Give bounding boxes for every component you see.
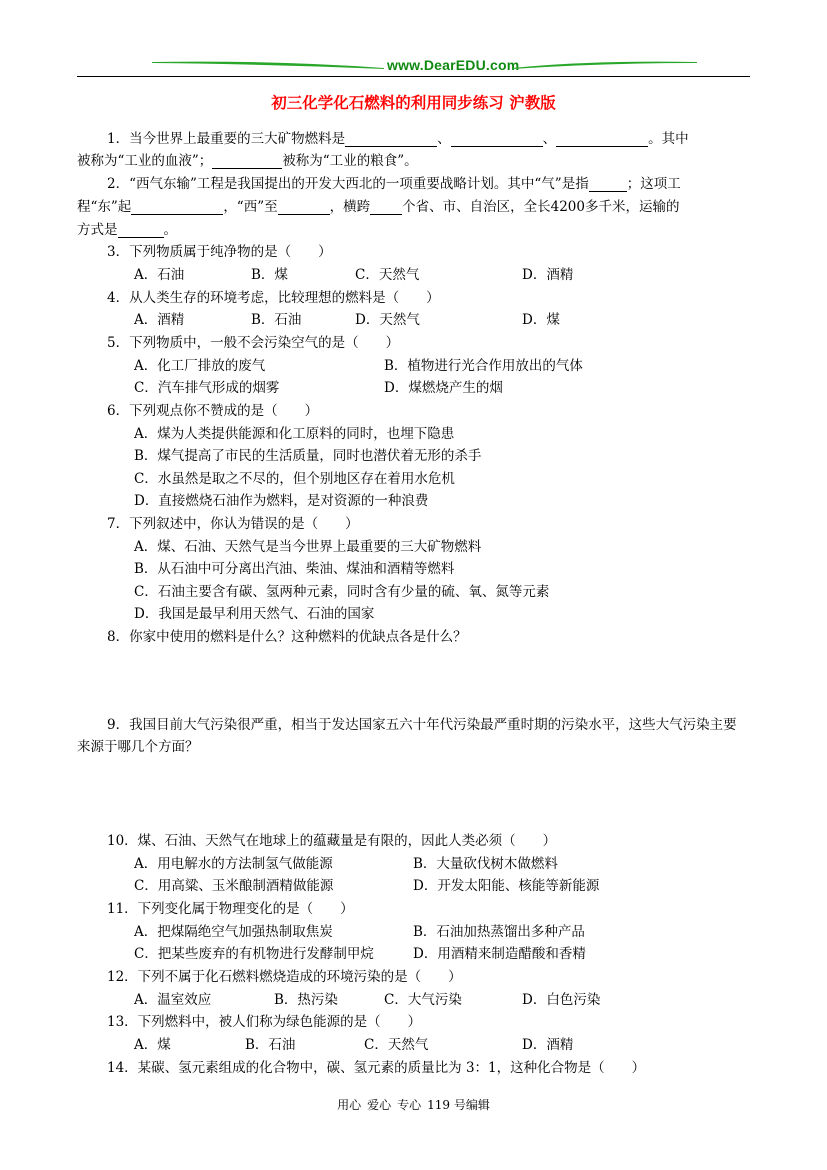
q13-option-b[interactable]: B．石油 [245, 1037, 296, 1053]
page-header [77, 52, 750, 82]
question-5-stem: 5．下列物质中，一般不会污染空气的是（ ） [107, 335, 400, 351]
question-2-line-3 [77, 218, 177, 238]
q2-text: 方式是 [77, 222, 118, 238]
question-10-stem: 10．煤、石油、天然气在地球上的蕴藏量是有限的，因此人类必须（ ） [107, 833, 557, 849]
footer-text: 专心 [397, 1098, 422, 1112]
q2-text: ，横跨 [329, 199, 371, 215]
question-7-stem: 7．下列叙述中，你认为错误的是（ ） [107, 516, 359, 532]
document-title: 初三化学化石燃料的利用同步练习 沪教版 [271, 93, 556, 112]
q11-option-c[interactable]: C．把某些废弃的有机物进行发酵制甲烷 [134, 946, 374, 962]
q4-option-d[interactable]: D．煤 [522, 312, 560, 328]
q11-option-d[interactable]: D．用酒精来制造醋酸和香精 [413, 946, 586, 962]
question-4-stem: 4．从人类生存的环境考虑，比较理想的燃料是（ ） [107, 290, 440, 306]
q6-option-d[interactable]: D．直接燃烧石油作为燃料，是对资源的一种浪费 [134, 493, 429, 509]
q2-text: 个省、市、自治区，全长 [402, 199, 551, 215]
left-swoosh-decoration [152, 60, 384, 69]
q5-option-c[interactable]: C．汽车排气形成的烟雾 [134, 380, 280, 396]
q10-option-b[interactable]: B．大量砍伐树木做燃料 [413, 856, 558, 872]
right-swoosh-decoration [512, 60, 697, 69]
q2-text: ，“西”至 [223, 199, 278, 215]
q2-text: 。 [163, 222, 177, 238]
question-12-stem: 12．下列不属于化石燃料燃烧造成的环境污染的是（ ） [107, 969, 462, 985]
q2-blank-3[interactable] [278, 199, 330, 215]
q11-option-a[interactable]: A．把煤隔绝空气加强热制取焦炭 [134, 924, 333, 940]
q7-option-a[interactable]: A．煤、石油、天然气是当今世界上最重要的三大矿物燃料 [134, 539, 482, 555]
q1-blank-2[interactable] [451, 131, 543, 147]
q4-option-a[interactable]: A．酒精 [134, 312, 185, 328]
q13-option-a[interactable]: A．煤 [134, 1037, 171, 1053]
q2-blank-1[interactable] [589, 176, 627, 192]
question-8-stem: 8．你家中使用的燃料是什么？这种燃料的优缺点各是什么？ [107, 629, 467, 645]
q10-option-d[interactable]: D．开发太阳能、核能等新能源 [413, 878, 600, 894]
q6-option-a[interactable]: A．煤为人类提供能源和化工原料的同时，也埋下隐患 [134, 426, 455, 442]
q5-option-d[interactable]: D．煤燃烧产生的烟 [384, 380, 503, 396]
footer-text: 用心 [337, 1098, 362, 1112]
q5-option-a[interactable]: A．化工厂排放的废气 [134, 358, 266, 374]
q3-option-a[interactable]: A．石油 [134, 267, 185, 283]
q3-option-b[interactable]: B．煤 [251, 267, 288, 283]
question-1-line-1 [107, 127, 689, 147]
q2-blank-2[interactable] [131, 199, 223, 215]
q7-option-b[interactable]: B．从石油中可分离出汽油、柴油、煤油和酒精等燃料 [134, 561, 455, 577]
q5-option-b[interactable]: B．植物进行光合作用放出的气体 [384, 358, 583, 374]
q2-length: 4200 [550, 199, 585, 215]
header-rule [77, 76, 750, 77]
q2-text: 2．“西气东输”工程是我国提出的开发大西北的一项重要战略计划。其中“气”是指 [107, 176, 589, 192]
q2-blank-4[interactable] [370, 199, 402, 215]
question-13-stem: 13．下列燃料中，被人们称为绿色能源的是（ ） [107, 1014, 422, 1030]
site-logo: www.DearEDU.com [387, 57, 520, 73]
q4-option-b[interactable]: B．石油 [251, 312, 302, 328]
question-1-line-2 [77, 149, 418, 169]
question-11-stem: 11．下列变化属于物理变化的是（ ） [107, 901, 354, 917]
q10-option-c[interactable]: C．用高粱、玉米酿制酒精做能源 [134, 878, 334, 894]
q13-option-d[interactable]: D．酒精 [522, 1037, 574, 1053]
q7-option-c[interactable]: C．石油主要含有碳、氢两种元素，同时含有少量的硫、氧、氮等元素 [134, 584, 550, 600]
q1-blank-3[interactable] [556, 131, 648, 147]
q1-text: 被称为“工业的粮食”。 [282, 153, 418, 169]
q4-option-c[interactable]: D．天然气 [355, 312, 420, 328]
q11-option-b[interactable]: B．石油加热蒸馏出多种产品 [413, 924, 585, 940]
q3-option-d[interactable]: D．酒精 [522, 267, 574, 283]
footer-text: 119 号编辑 [427, 1098, 490, 1112]
footer-text: 爱心 [367, 1098, 392, 1112]
question-2-line-2 [77, 195, 679, 215]
question-14-stem: 14．某碳、氢元素组成的化合物中，碳、氢元素的质量比为 3：1，这种化合物是（ ） [107, 1060, 646, 1076]
q2-text: 多千米，运输的 [584, 199, 680, 215]
q12-option-b[interactable]: B．热污染 [274, 992, 338, 1008]
q1-sep: 、 [542, 131, 557, 147]
q1-blank-1[interactable] [345, 131, 437, 147]
q2-blank-5[interactable] [118, 222, 164, 238]
q12-option-d[interactable]: D．白色污染 [522, 992, 601, 1008]
q1-sep: 、 [437, 131, 451, 147]
q2-text: ；这项工 [626, 176, 681, 192]
q1-text: 1．当今世界上最重要的三大矿物燃料是 [107, 131, 346, 147]
q6-option-b[interactable]: B．煤气提高了市民的生活质量，同时也潜伏着无形的杀手 [134, 448, 482, 464]
page-footer [0, 1096, 827, 1113]
q6-option-c[interactable]: C．水虽然是取之不尽的，但个别地区存在着用水危机 [134, 471, 455, 487]
q12-option-c[interactable]: C．大气污染 [384, 992, 462, 1008]
question-3-stem: 3．下列物质属于纯净物的是（ ） [107, 244, 332, 260]
q1-blank-4[interactable] [212, 153, 282, 169]
question-6-stem: 6．下列观点你不赞成的是（ ） [107, 403, 319, 419]
q1-text: 被称为“工业的血液”； [77, 153, 213, 169]
question-9-stem: 9．我国目前大气污染很严重，相当于发达国家五六十年代污染最严重时期的污染水平，这些大气污染主要来源于哪几个方面？ [77, 717, 737, 756]
question-2-line-1 [107, 172, 681, 192]
q13-option-c[interactable]: C．天然气 [364, 1037, 429, 1053]
q1-text: 。其中 [648, 131, 689, 147]
q12-option-a[interactable]: A．温室效应 [134, 992, 212, 1008]
q2-text: 程“东”起 [77, 199, 132, 215]
q10-option-a[interactable]: A．用电解水的方法制氢气做能源 [134, 856, 333, 872]
q3-option-c[interactable]: C．天然气 [355, 267, 420, 283]
q7-option-d[interactable]: D．我国是最早利用天然气、石油的国家 [134, 606, 375, 622]
